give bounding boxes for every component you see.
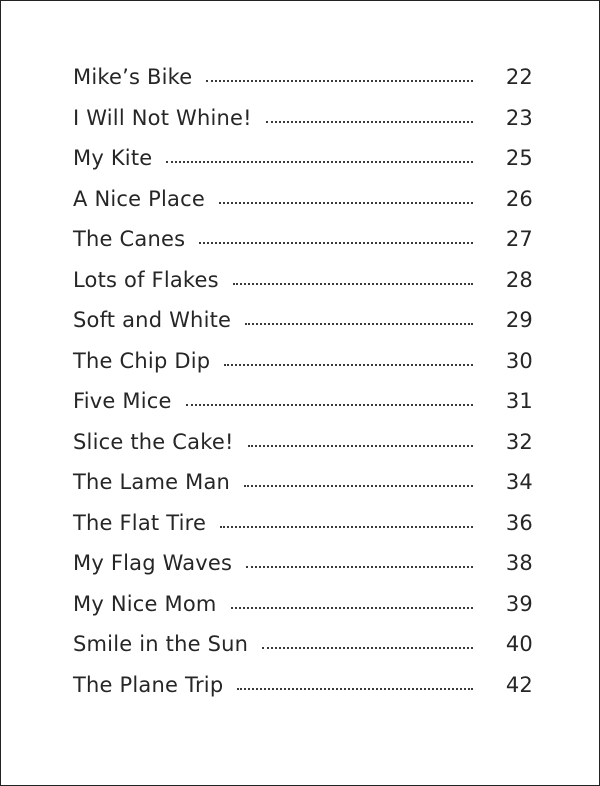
toc-entry bbox=[73, 187, 533, 228]
dot-leader bbox=[219, 202, 473, 204]
dot-leader bbox=[224, 364, 473, 366]
dot-leader bbox=[220, 526, 473, 528]
dot-leader bbox=[237, 688, 473, 690]
toc-entry-page: 39 bbox=[505, 591, 533, 616]
toc-entry-page: 26 bbox=[505, 186, 533, 211]
toc-entry bbox=[73, 349, 533, 390]
toc-entry-title: Mike’s Bike bbox=[73, 65, 193, 89]
dot-leader bbox=[199, 242, 473, 244]
toc-entry-page: 32 bbox=[505, 429, 533, 454]
toc-entry-title: My Kite bbox=[73, 146, 153, 170]
dot-leader bbox=[244, 485, 473, 487]
toc-entry-page: 38 bbox=[505, 551, 533, 575]
toc-entry-title: The Lame Man bbox=[73, 470, 231, 494]
toc-entry bbox=[73, 65, 533, 106]
toc-entry-title: Slice the Cake! bbox=[73, 429, 234, 454]
dot-leader bbox=[246, 566, 473, 568]
toc-entry-title: Smile in the Sun bbox=[73, 632, 249, 656]
toc-entry-title: Lots of Flakes bbox=[73, 267, 219, 292]
toc-entry-title: I Will Not Whine! bbox=[73, 105, 252, 130]
toc-entry-title: The Canes bbox=[73, 227, 186, 251]
toc-entry-title: My Flag Waves bbox=[73, 551, 233, 575]
toc-entry-page: 30 bbox=[505, 348, 533, 373]
toc-entry bbox=[73, 511, 533, 552]
toc-entry bbox=[73, 673, 533, 714]
toc-entry-page: 22 bbox=[505, 65, 533, 89]
toc-entry bbox=[73, 146, 533, 187]
dot-leader bbox=[245, 323, 473, 325]
toc-entry bbox=[73, 430, 533, 471]
toc-entry bbox=[73, 106, 533, 147]
toc-entry-title: The Flat Tire bbox=[73, 510, 207, 535]
toc-entry bbox=[73, 592, 533, 633]
toc-entry bbox=[73, 268, 533, 309]
toc-entry-title: The Chip Dip bbox=[73, 348, 211, 373]
toc-entry-page: 27 bbox=[505, 227, 533, 251]
toc-entry bbox=[73, 632, 533, 673]
toc-entry-page: 23 bbox=[505, 105, 533, 130]
dot-leader bbox=[233, 283, 473, 285]
toc-entry-page: 28 bbox=[505, 267, 533, 292]
toc-entry-page: 29 bbox=[505, 308, 533, 332]
dot-leader bbox=[206, 80, 473, 82]
toc-entry-page: 36 bbox=[505, 510, 533, 535]
toc-entry bbox=[73, 308, 533, 349]
toc-entry bbox=[73, 389, 533, 430]
dot-leader bbox=[262, 647, 473, 649]
table-of-contents bbox=[73, 65, 533, 713]
toc-entry-title: Five Mice bbox=[73, 389, 172, 413]
toc-entry-page: 42 bbox=[505, 672, 533, 697]
dot-leader bbox=[186, 404, 473, 406]
toc-entry-title: The Plane Trip bbox=[73, 672, 224, 697]
dot-leader bbox=[231, 607, 473, 609]
toc-entry bbox=[73, 551, 533, 592]
dot-leader bbox=[248, 445, 473, 447]
toc-entry bbox=[73, 470, 533, 511]
toc-entry-page: 40 bbox=[505, 632, 533, 656]
dot-leader bbox=[266, 121, 473, 123]
toc-entry-page: 31 bbox=[505, 389, 533, 413]
toc-entry-page: 34 bbox=[505, 470, 533, 494]
toc-entry-page: 25 bbox=[505, 146, 533, 170]
toc-entry bbox=[73, 227, 533, 268]
toc-entry-title: My Nice Mom bbox=[73, 591, 217, 616]
toc-entry-title: A Nice Place bbox=[73, 186, 205, 211]
dot-leader bbox=[166, 161, 473, 163]
toc-entry-title: Soft and White bbox=[73, 308, 232, 332]
